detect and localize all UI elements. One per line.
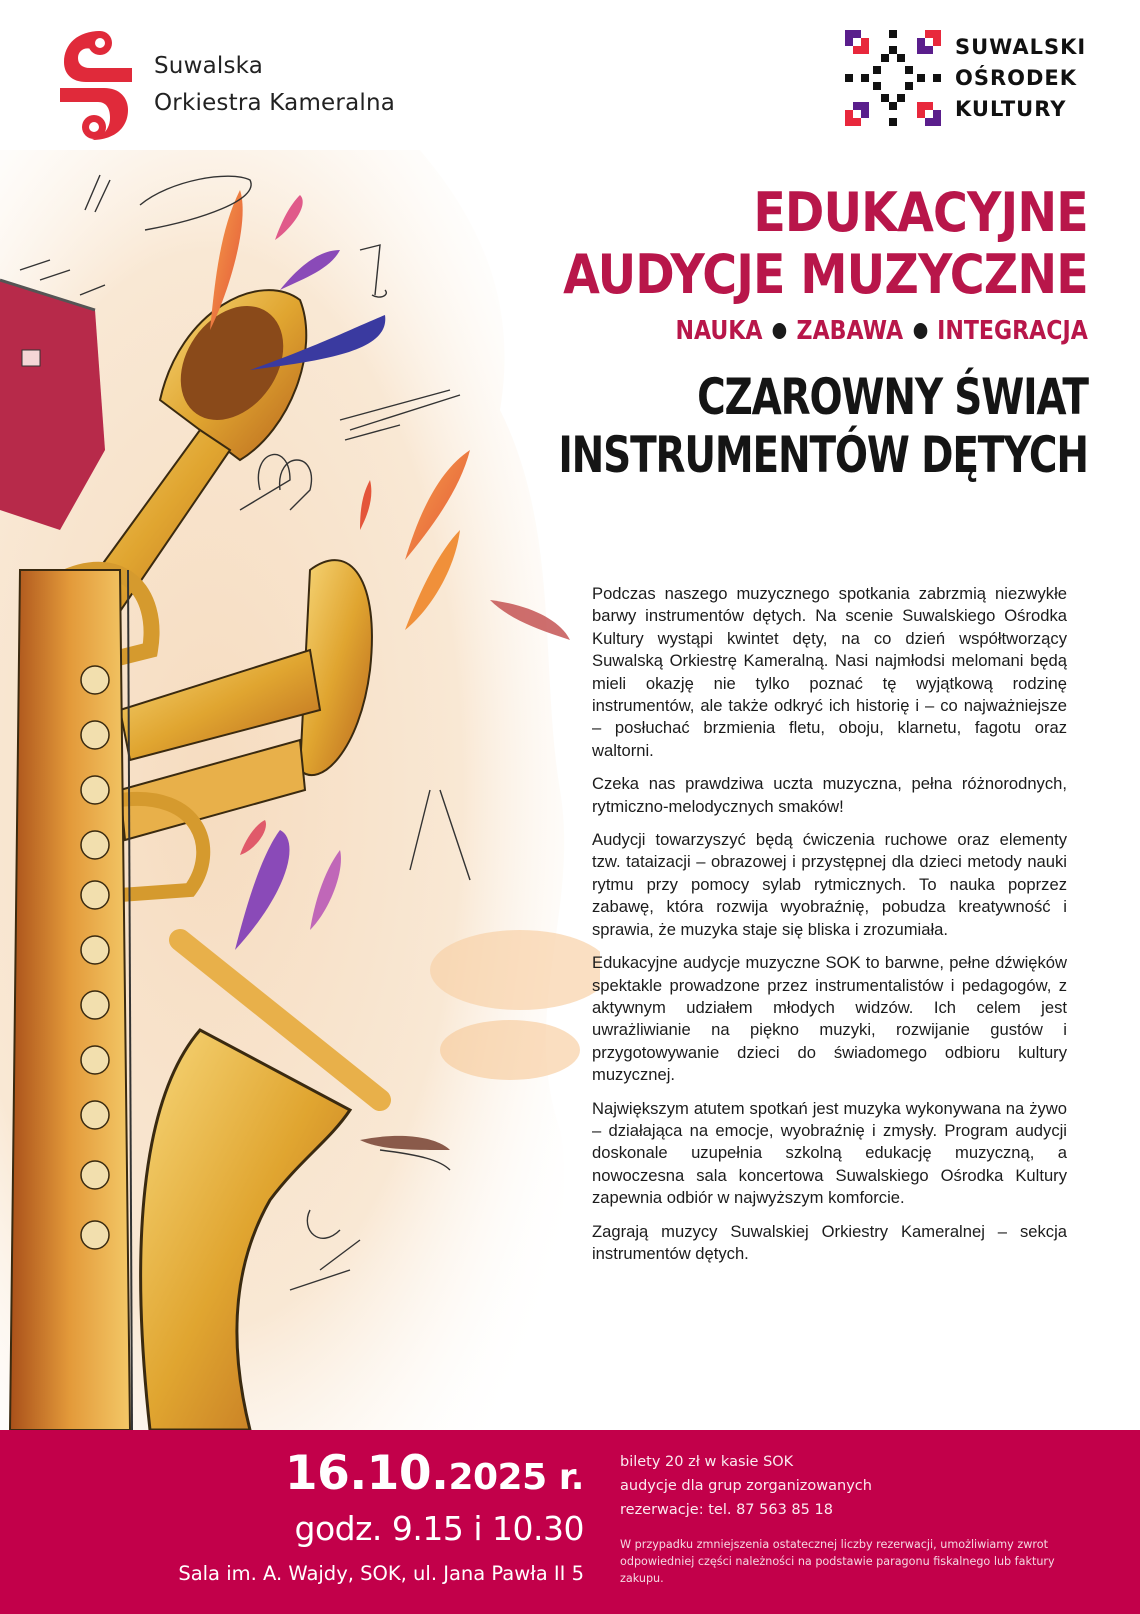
ticket-info-block (620, 1450, 1080, 1587)
group-info: audycje dla grup zorganizowanych (620, 1478, 872, 1494)
description-paragraph: Zagrają muzycy Suwalskiej Orkiestry Kameralnej – sekcja instrumentów dętych. (592, 1221, 1067, 1263)
event-date (178, 1446, 584, 1506)
event-info-footer (0, 1430, 1140, 1614)
bullet-dot-icon (773, 323, 787, 339)
center-name-line3: KULTURY (955, 96, 1067, 121)
center-name-line1: SUWALSKI (955, 34, 1087, 59)
headline-block (409, 182, 1088, 484)
orchestra-name-line2: Orkiestra Kameralna (154, 90, 396, 116)
ticket-price: bilety 20 zł w kasie SOK (620, 1454, 794, 1470)
pixel-cross-logo-icon (845, 30, 941, 126)
description-paragraph: Audycji towarzyszyć będą ćwiczenia ruchowe oraz elementy tzw. tataizacji – obrazowej i przystępnej dla dzieci metody nauki rytmu przy pomocy sylab rytmicznych. To nauka poprzez zabawę, która rozwija wyobraźnię, pobudza kreatywność i sprawia, że muzyka staje się bliska i zrozumiała. (592, 830, 1067, 939)
headline-line1: EDUKACYJNE (753, 181, 1088, 244)
event-datetime-block (178, 1446, 584, 1594)
description-paragraph: Największym atutem spotkań jest muzyka wykonywana na żywo – działająca na emocje, wyobraźnię i zmysły. Program audycji doskonale uzupełnia szkolną edukację muzyczną, a nowoczesna sala koncertowa Suwalskiego Ośrodka Kultury zapewnia odbiór w najwyższym komforcie. (592, 1098, 1067, 1208)
event-date-suffix: r. (546, 1457, 584, 1498)
event-date-day-month: 16.10. (284, 1446, 449, 1501)
description-paragraph: Edukacyjne audycje muzyczne SOK to barwne, pełne dźwięków spektakle prowadzone przez instrumentalistów i pedagogów, z aktywnym udziałem młodych widzów. Ich celem jest uwrażliwianie na piękno muzyki, rozwijanie gustów i przygotowywanie dzieci do świadomego odbioru kultury muzycznej. (592, 953, 1067, 1085)
cultural-center-logo (845, 30, 1086, 126)
event-date-year: 2025 (448, 1457, 547, 1498)
orchestra-name-line1: Suwalska (154, 53, 264, 79)
subtitle-line1: CZAROWNY ŚWIAT (697, 368, 1088, 426)
description-paragraph: Podczas naszego muzycznego spotkania zabrzmią niezwykłe barwy instrumentów dętych. Na scenie Suwalskiego Ośrodka Kultury wystąpi kwintet dęty, na co dzień współtworzący Suwalską Orkiestrę Kameralną. Nasi najmłodsi melomani będą mieli okazję nie tylko poznać tę wyjątkową rodzinę instrumentów, ale także odkryć ich historię i – co najważniejsze – posłuchać brzmienia fletu, oboju, klarnetu, fagotu oraz waltorni. (592, 584, 1067, 760)
event-venue: Sala im. A. Wajdy, SOK, ul. Jana Pawła II 5 (178, 1562, 584, 1585)
event-description (592, 583, 1067, 1276)
orchestra-logo (60, 28, 395, 142)
subtitle-line2: INSTRUMENTÓW DĘTYCH (558, 426, 1088, 484)
tagline-item-integracja: INTEGRACJA (937, 316, 1088, 346)
refund-note: W przypadku zmniejszenia ostatecznej liczby rezerwacji, umożliwiamy zwrot odpowiedniej części należności na podstawie paragonu fiskalnego lub faktury zakupu. (620, 1538, 1055, 1585)
event-time: godz. 9.15 i 10.30 (294, 1509, 584, 1548)
bullet-dot-icon (913, 323, 927, 339)
tagline-item-nauka: NAUKA (675, 316, 763, 346)
event-subtitle (409, 368, 1088, 484)
description-paragraph: Czeka nas prawdziwa uczta muzyczna, pełna różnorodnych, rytmiczno-melodycznych smaków! (592, 774, 1067, 816)
tagline-item-zabawa: ZABAWA (796, 316, 904, 346)
center-name-line2: OŚRODEK (955, 65, 1078, 90)
headline-line2: AUDYCJE MUZYCZNE (563, 243, 1088, 306)
orchestra-s-logo-icon (60, 28, 132, 142)
tagline (511, 316, 1088, 346)
reservation-phone: rezerwacje: tel. 87 563 85 18 (620, 1502, 833, 1518)
